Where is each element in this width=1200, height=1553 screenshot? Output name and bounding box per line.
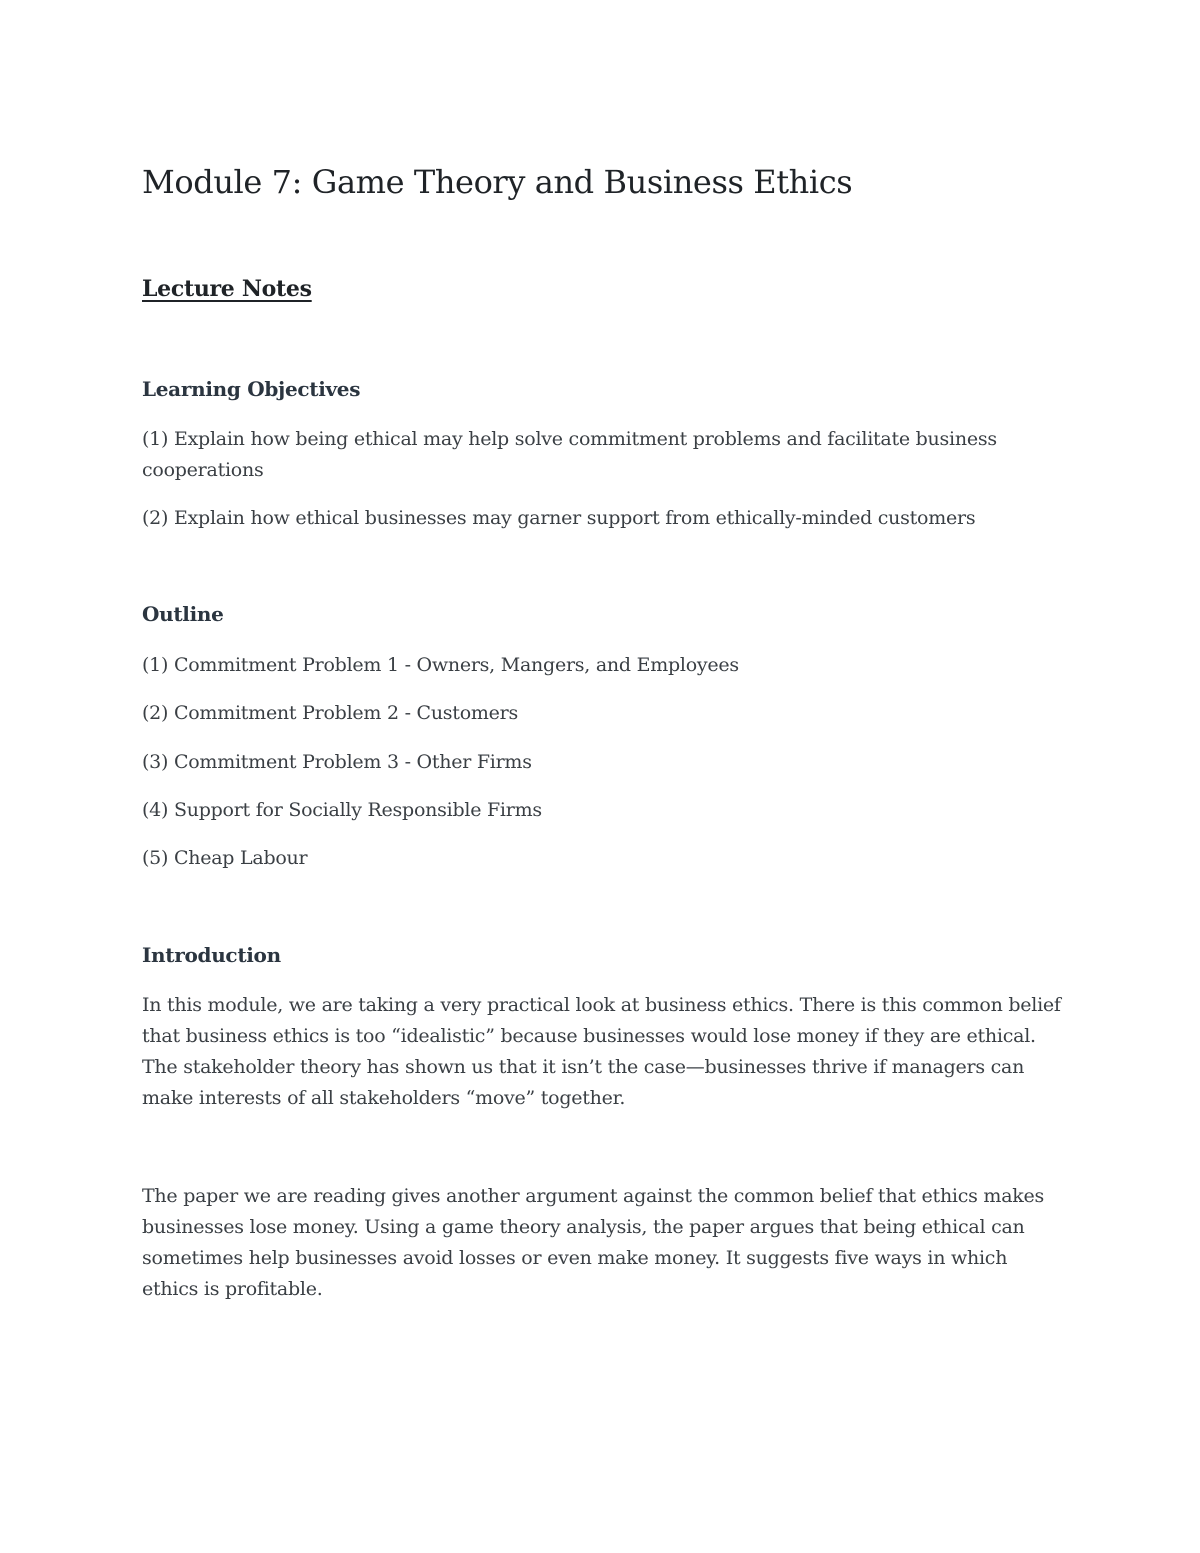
outline-heading: Outline [142,602,224,626]
document-page [142,0,1062,1553]
outline-item: (4) Support for Socially Responsible Firms [142,799,542,821]
outline-item: (1) Commitment Problem 1 - Owners, Mangers, and Employees [142,654,739,676]
learning-objectives-heading: Learning Objectives [142,377,361,401]
introduction-heading: Introduction [142,943,281,967]
outline-item: (3) Commitment Problem 3 - Other Firms [142,751,532,773]
outline-item: (2) Commitment Problem 2 - Customers [142,702,518,724]
document-title: Module 7: Game Theory and Business Ethics [142,163,853,201]
introduction-paragraph: The paper we are reading gives another argument against the common belief that ethics makes businesses lose money. Using a game theory analysis, the paper argues that being ethical can sometimes help businesses avoid losses or even make money. It suggests five ways in which ethics is profitable. [142,1185,1045,1300]
learning-objective-item: (2) Explain how ethical businesses may garner support from ethically-minded customers [142,507,976,529]
learning-objective-item: (1) Explain how being ethical may help solve commitment problems and facilitate business cooperations [142,428,997,481]
outline-item: (5) Cheap Labour [142,847,308,869]
lecture-notes-heading: Lecture Notes [142,276,312,302]
introduction-paragraph: In this module, we are taking a very practical look at business ethics. There is this common belief that business ethics is too “idealistic” because businesses would lose money if they are ethical. The stakeholder theory has shown us that it isn’t the case—businesses thrive if managers can make interests of all stakeholders “move” together. [142,994,1061,1109]
